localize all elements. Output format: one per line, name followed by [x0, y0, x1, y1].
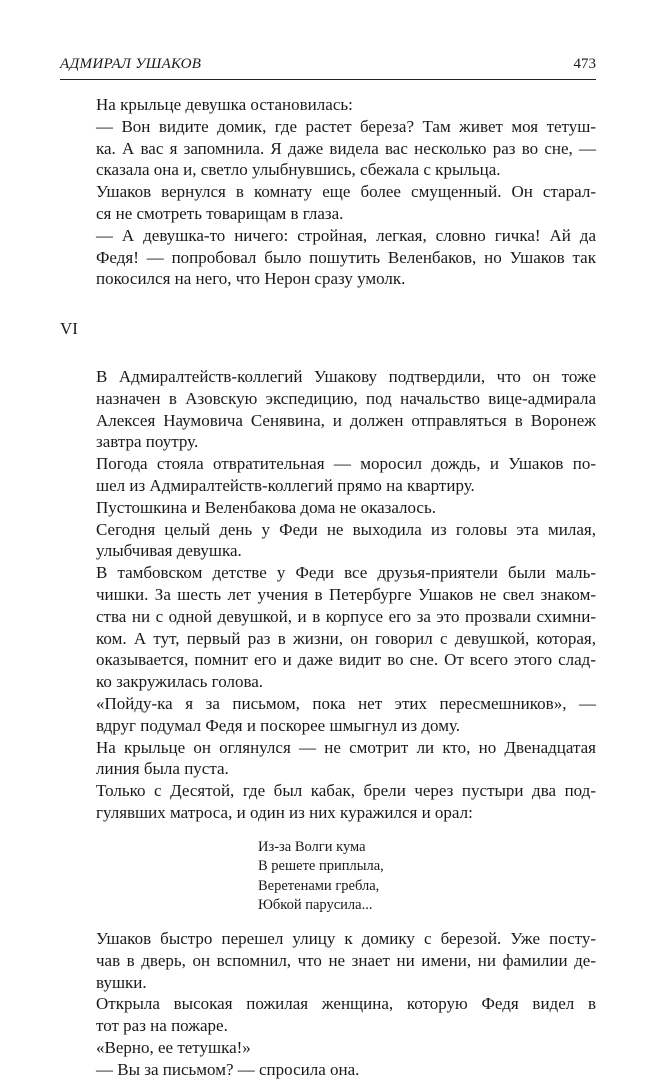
text-line: Сегодня целый день у Феди не выходила из головы эта милая, [96, 519, 596, 539]
text-line: На крыльце девушка остановилась: [96, 95, 353, 114]
text-block-1 [60, 94, 596, 290]
text-line: тот раз на пожаре. [96, 1016, 228, 1036]
paragraph [60, 737, 596, 781]
text-line: На крыльце он оглянулся — не смотрит ли кто, но Двенадцатая [96, 737, 596, 757]
paragraph [60, 1059, 596, 1081]
text-line: оказывается, помнит его и даже видит во сне. От всего этого слад- [96, 650, 596, 670]
paragraph [60, 225, 596, 290]
text-block-3 [60, 928, 596, 1081]
text-line: — А девушка-то ничего: стройная, легкая, словно гичка! Ай да [96, 225, 596, 245]
text-line: завтра поутру. [96, 432, 199, 452]
text-line: покосился на него, что Нерон сразу умолк. [96, 269, 406, 289]
text-line: вушки. [96, 972, 147, 992]
text-line: — Вон видите домик, где растет береза? Там живет моя тетуш- [96, 116, 596, 136]
text-line: Ушаков быстро перешел улицу к домику с березой. Уже посту- [96, 929, 596, 949]
text-line: гулявших матроса, и один из них куражился и орал: [96, 802, 473, 822]
text-line: ства ни с одной девушкой, и в корпусе его за это прозвали схимни- [96, 606, 596, 626]
section-title: VI [60, 319, 78, 339]
text-line: ка. А вас я запомнила. Я даже видела вас несколько раз во сне, — [96, 138, 596, 158]
paragraph [60, 116, 596, 181]
header-rule [60, 79, 596, 80]
paragraph [60, 94, 596, 116]
paragraph [60, 453, 596, 497]
text-line: ся не смотреть товарищам в глаза. [96, 203, 344, 223]
text-line: Открыла высокая пожилая женщина, которую Федя видел в [96, 994, 596, 1014]
poem-verse: Веретенами гребла, [258, 877, 380, 894]
text-line: Ушаков вернулся в комнату еще более смущенный. Он старал- [96, 182, 596, 202]
paragraph [60, 928, 596, 993]
text-line: Только с Десятой, где был кабак, брели через пустыри два под- [96, 781, 596, 801]
text-line: Федя! — попробовал было пошутить Веленбаков, но Ушаков так [96, 247, 596, 267]
page-number: 473 [573, 56, 596, 72]
text-line: В Адмиралтейств-коллегий Ушакову подтвердили, что он тоже [96, 366, 596, 386]
paragraph [60, 366, 596, 453]
text-line: Пустошкина и Веленбакова дома не оказалось. [96, 497, 436, 517]
paragraph [60, 1037, 596, 1059]
text-line: улыбчивая девушка. [96, 541, 242, 561]
text-block-2 [60, 366, 596, 824]
poem-verse: В решете приплыла, [258, 858, 384, 875]
text-line: — Вы за письмом? — спросила она. [96, 1059, 360, 1079]
text-line: сказала она и, светло улыбнувшись, сбежала с крыльца. [96, 160, 501, 180]
text-line: ком. А тут, первый раз в жизни, он говорил с девушкой, которая, [96, 628, 596, 648]
page-header [60, 56, 596, 76]
paragraph [60, 693, 596, 737]
text-line: «Верно, ее тетушка!» [96, 1038, 251, 1058]
text-line: линия была пуста. [96, 759, 229, 779]
text-line: назначен в Азовскую экспедицию, под начальство вице-адмирала [96, 388, 596, 408]
paragraph [60, 993, 596, 1037]
paragraph [60, 181, 596, 225]
text-line: чав в дверь, он вспомнил, что не знает ни имени, ни фамилии де- [96, 950, 596, 970]
text-line: шел из Адмиралтейств-коллегий прямо на квартиру. [96, 475, 475, 495]
running-title: АДМИРАЛ УШАКОВ [60, 56, 202, 72]
paragraph [60, 562, 596, 693]
poem-verse: Из-за Волги кума [258, 838, 366, 855]
text-line: вдруг подумал Федя и поскорее шмыгнул из дому. [96, 715, 460, 735]
text-line: «Пойду-ка я за письмом, пока нет этих пересмешников», — [96, 693, 596, 713]
poem-verse: Юбкой парусила... [258, 897, 373, 914]
page-body [60, 94, 596, 1081]
paragraph [60, 780, 596, 824]
text-line: чишки. За шесть лет учения в Петербурге Ушаков не свел знаком- [96, 584, 596, 604]
paragraph [60, 497, 596, 519]
text-line: В тамбовском детстве у Феди все друзья-приятели были маль- [96, 563, 596, 583]
poem [258, 838, 596, 916]
text-line: ко закружилась голова. [96, 672, 264, 692]
paragraph [60, 519, 596, 563]
text-line: Алексея Наумовича Сенявина, и должен отправляться в Воронеж [96, 410, 596, 430]
text-line: Погода стояла отвратительная — моросил дождь, и Ушаков по- [96, 454, 596, 474]
